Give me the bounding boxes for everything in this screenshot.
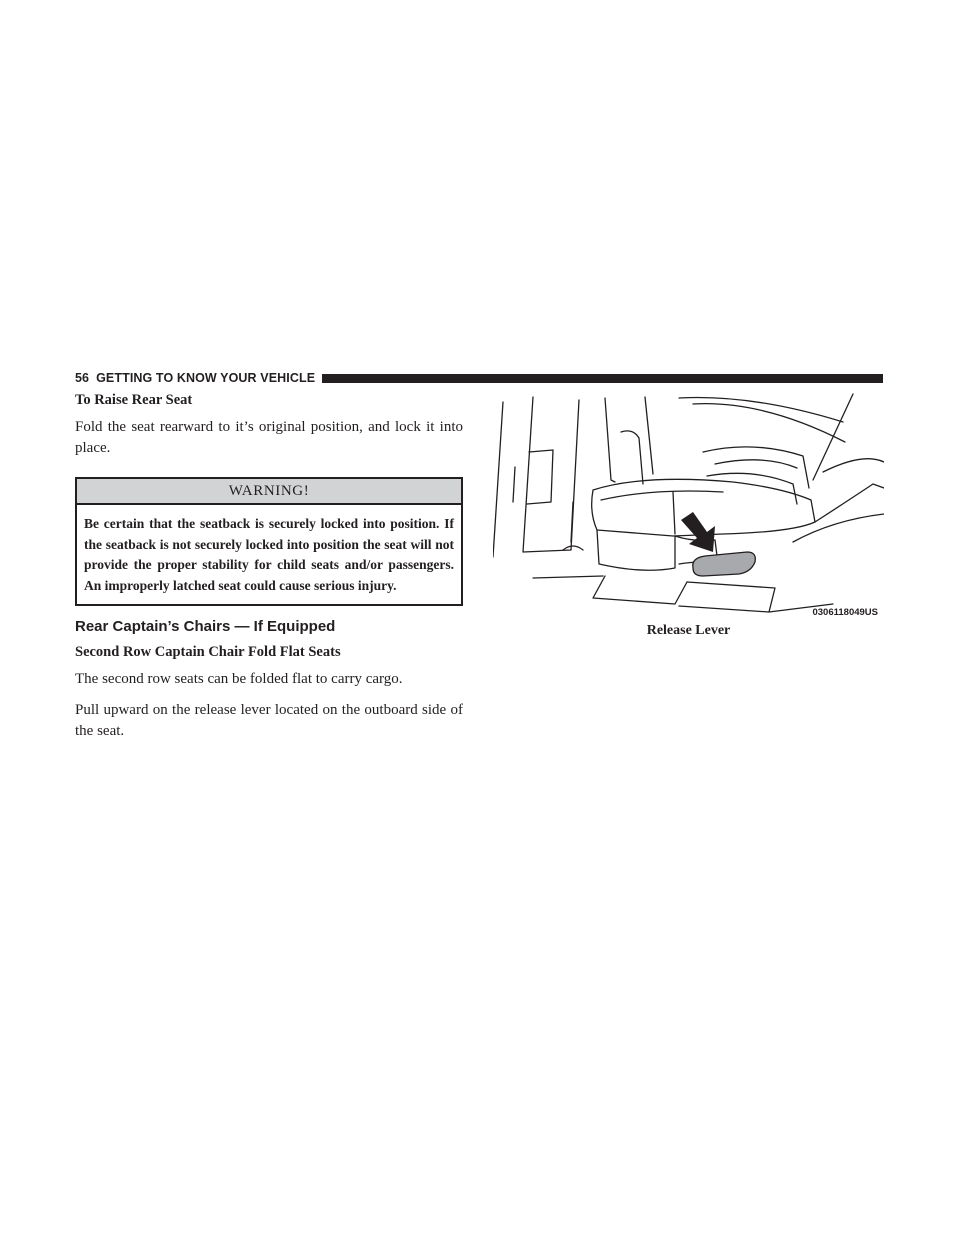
page-header [75, 370, 883, 386]
raise-seat-text: Fold the seat rearward to it’s original position, and lock it into place. [75, 419, 463, 456]
figure-caption: Release Lever [646, 623, 731, 638]
warning-text: Be certain that the seatback is securely locked into position. If the seatback is not securely locked into position the seat will not provide the proper stability for child seats and/or passengers. An improperly latched seat could cause serious injury. [84, 516, 454, 593]
fold-flat-paragraph-2: Pull upward on the release lever located on the outboard side of the seat. [75, 702, 463, 739]
release-lever [693, 552, 756, 576]
fold-flat-paragraph-1: The second row seats can be folded flat to carry cargo. [75, 671, 403, 687]
captain-chairs-heading: Rear Captain’s Chairs — If Equipped [75, 618, 336, 635]
header-rule [322, 374, 883, 383]
warning-box [75, 477, 463, 606]
page-number: 56 [75, 371, 90, 385]
fold-flat-subheading: Second Row Captain Chair Fold Flat Seats [75, 644, 341, 660]
figure-code: 0306118049US [812, 607, 878, 618]
seat-line-drawing [493, 392, 884, 622]
left-column [75, 392, 463, 752]
raise-seat-heading: To Raise Rear Seat [75, 392, 193, 408]
warning-title: WARNING! [77, 479, 461, 505]
release-lever-illustration [493, 392, 884, 622]
section-title: GETTING TO KNOW YOUR VEHICLE [96, 371, 316, 385]
pull-arrow [681, 512, 715, 552]
